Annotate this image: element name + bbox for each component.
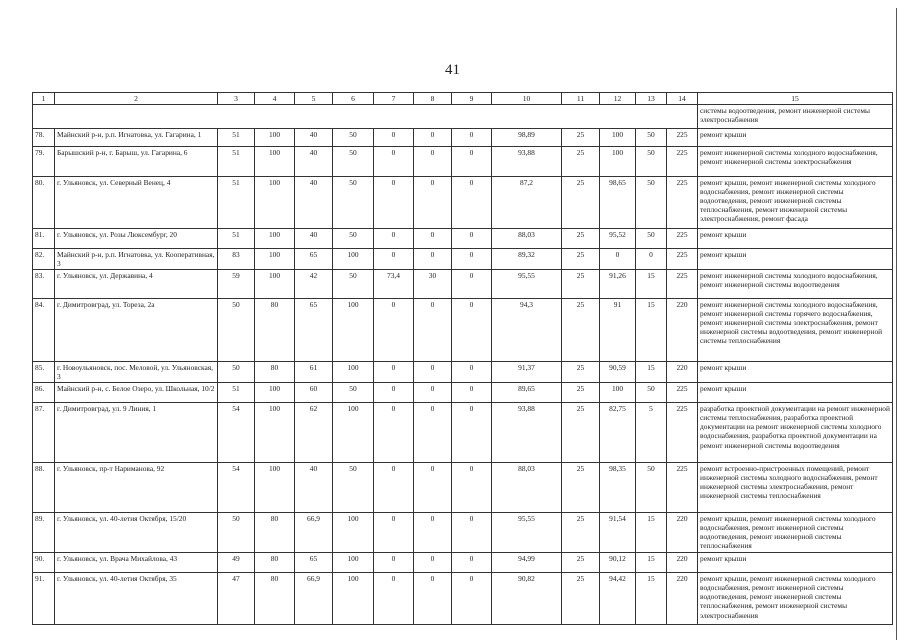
value-cell-c8: 0: [414, 553, 452, 573]
value-cell-c13: 0: [636, 249, 667, 270]
value-cell-c11: 25: [562, 129, 600, 147]
value-cell-c5: 40: [295, 463, 333, 513]
value-cell-c5: 42: [295, 270, 333, 299]
works-cell: ремонт встроенно-пристроенных помещений, ремонт инженерной системы холодного водоснабжения, ремонт инженерной системы электроснабжения, ремонт инженерной системы теплоснабжения: [698, 463, 893, 513]
row-index-cell: 81.: [33, 229, 55, 249]
value-cell-c11: 25: [562, 383, 600, 403]
header-col-6: 6: [333, 93, 374, 105]
value-cell-c8: 0: [414, 403, 452, 463]
value-cell-c5: 66,9: [295, 573, 333, 625]
value-cell-c12: 100: [600, 147, 636, 177]
works-cell: ремонт крыши, ремонт инженерной системы холодного водоснабжения, ремонт инженерной системы водоотведения, ремонт инженерной системы теплоснабжения: [698, 513, 893, 553]
value-cell-c13: 15: [636, 513, 667, 553]
repair-program-table: [32, 92, 893, 625]
address-cell: Майнский р-н, р.п. Игнатовка, ул. Гагарина, 1: [55, 129, 218, 147]
works-cell: ремонт крыши, ремонт инженерной системы холодного водоснабжения, ремонт инженерной системы водоотведения, ремонт инженерной системы теплоснабжения, ремонт инженерной системы электроснабжения, ремонт фасада: [698, 177, 893, 229]
value-cell-c9: 0: [452, 383, 492, 403]
value-cell-c7: 0: [374, 403, 414, 463]
value-cell-c14: 220: [667, 362, 698, 383]
value-cell-c3: 51: [218, 383, 255, 403]
value-cell-c9: 0: [452, 573, 492, 625]
table-row: [33, 553, 893, 573]
value-cell-c6: 100: [333, 299, 374, 362]
table-row: [33, 513, 893, 553]
value-cell-c7: 0: [374, 229, 414, 249]
page-number: 41: [445, 62, 460, 78]
value-cell-c9: 0: [452, 463, 492, 513]
value-cell-c13: 15: [636, 553, 667, 573]
value-cell-c11: 25: [562, 147, 600, 177]
row-index-cell: 86.: [33, 383, 55, 403]
value-cell-c6: 50: [333, 129, 374, 147]
value-cell-c6: 50: [333, 463, 374, 513]
value-cell-c5: 60: [295, 383, 333, 403]
value-cell-c14: 225: [667, 229, 698, 249]
value-cell-c8: 0: [414, 299, 452, 362]
value-cell-c5: 40: [295, 129, 333, 147]
value-cell-c13: 50: [636, 383, 667, 403]
table-row: [33, 573, 893, 625]
works-cell: ремонт крыши: [698, 129, 893, 147]
header-col-7: 7: [374, 93, 414, 105]
works-cell: ремонт инженерной системы холодного водоснабжения, ремонт инженерной системы водоотведения: [698, 270, 893, 299]
value-cell-c6: 100: [333, 513, 374, 553]
value-cell-c4: 100: [255, 463, 295, 513]
scan-edge-line: [896, 8, 897, 640]
header-col-5: 5: [295, 93, 333, 105]
value-cell-c6: 100: [333, 249, 374, 270]
address-cell: г. Ульяновск, ул. Северный Венец, 4: [55, 177, 218, 229]
value-cell-c8: 0: [414, 463, 452, 513]
address-cell: г. Ульяновск, ул. 40-летия Октября, 35: [55, 573, 218, 625]
value-cell-c6: 50: [333, 147, 374, 177]
value-cell-c13: 15: [636, 299, 667, 362]
value-cell-c7: 0: [374, 383, 414, 403]
value-cell-c4: 100: [255, 229, 295, 249]
row-index-cell: 78.: [33, 129, 55, 147]
value-cell-c10: 89,32: [492, 249, 562, 270]
value-cell-c9: 0: [452, 299, 492, 362]
value-cell-c8: 0: [414, 249, 452, 270]
value-cell-c5: 40: [295, 177, 333, 229]
address-cell: г. Ульяновск, ул. Врача Михайлова, 43: [55, 553, 218, 573]
value-cell-c14: 225: [667, 270, 698, 299]
row-index-cell: 80.: [33, 177, 55, 229]
row-index-cell: 83.: [33, 270, 55, 299]
works-cell: ремонт крыши: [698, 362, 893, 383]
address-cell: г. Ульяновск, пр-т Нариманова, 92: [55, 463, 218, 513]
value-cell-c13: 50: [636, 129, 667, 147]
value-cell-c8: 0: [414, 177, 452, 229]
value-cell-c6: 100: [333, 362, 374, 383]
works-cell: ремонт крыши: [698, 553, 893, 573]
value-cell-c4: 100: [255, 147, 295, 177]
value-cell-c12: 98,65: [600, 177, 636, 229]
value-cell-c8: 30: [414, 270, 452, 299]
value-cell-c14: 225: [667, 403, 698, 463]
works-cell: ремонт инженерной системы холодного водоснабжения, ремонт инженерной системы горячего водоснабжения, ремонт инженерной системы электроснабжения, ремонт инженерной системы водоотведения, ремонт инженерной системы теплоснабжения: [698, 299, 893, 362]
value-cell-c10: 95,55: [492, 270, 562, 299]
value-cell-c7: 0: [374, 249, 414, 270]
carry-over-empty-cell: [33, 105, 698, 129]
value-cell-c4: 80: [255, 553, 295, 573]
value-cell-c13: 50: [636, 229, 667, 249]
value-cell-c10: 90,82: [492, 573, 562, 625]
value-cell-c11: 25: [562, 573, 600, 625]
header-col-14: 14: [667, 93, 698, 105]
value-cell-c11: 25: [562, 403, 600, 463]
table-row: [33, 463, 893, 513]
table-row: [33, 299, 893, 362]
value-cell-c10: 98,89: [492, 129, 562, 147]
header-col-2: 2: [55, 93, 218, 105]
value-cell-c11: 25: [562, 229, 600, 249]
address-cell: г. Новоульяновск, пос. Меловой, ул. Ульяновская, 3: [55, 362, 218, 383]
value-cell-c7: 0: [374, 573, 414, 625]
value-cell-c13: 15: [636, 270, 667, 299]
value-cell-c7: 0: [374, 177, 414, 229]
table-row: [33, 403, 893, 463]
value-cell-c4: 100: [255, 270, 295, 299]
table-row: [33, 229, 893, 249]
value-cell-c9: 0: [452, 270, 492, 299]
value-cell-c11: 25: [562, 553, 600, 573]
value-cell-c14: 225: [667, 129, 698, 147]
value-cell-c9: 0: [452, 249, 492, 270]
value-cell-c12: 100: [600, 129, 636, 147]
value-cell-c9: 0: [452, 513, 492, 553]
value-cell-c8: 0: [414, 383, 452, 403]
value-cell-c10: 88,03: [492, 463, 562, 513]
works-cell: ремонт крыши: [698, 249, 893, 270]
value-cell-c12: 91,54: [600, 513, 636, 553]
row-index-cell: 89.: [33, 513, 55, 553]
address-cell: Барышский р-н, г. Барыш, ул. Гагарина, 6: [55, 147, 218, 177]
value-cell-c3: 50: [218, 299, 255, 362]
value-cell-c5: 40: [295, 147, 333, 177]
value-cell-c3: 51: [218, 147, 255, 177]
value-cell-c14: 225: [667, 383, 698, 403]
header-col-13: 13: [636, 93, 667, 105]
header-col-8: 8: [414, 93, 452, 105]
value-cell-c5: 65: [295, 553, 333, 573]
value-cell-c8: 0: [414, 129, 452, 147]
value-cell-c11: 25: [562, 299, 600, 362]
value-cell-c11: 25: [562, 270, 600, 299]
value-cell-c8: 0: [414, 229, 452, 249]
value-cell-c12: 94,42: [600, 573, 636, 625]
header-col-12: 12: [600, 93, 636, 105]
value-cell-c3: 50: [218, 513, 255, 553]
value-cell-c4: 100: [255, 383, 295, 403]
works-cell: ремонт инженерной системы холодного водоснабжения, ремонт инженерной системы электроснабжения: [698, 147, 893, 177]
value-cell-c5: 65: [295, 299, 333, 362]
value-cell-c14: 225: [667, 147, 698, 177]
value-cell-c4: 100: [255, 129, 295, 147]
value-cell-c13: 15: [636, 362, 667, 383]
works-cell: разработка проектной документации на ремонт инженерной системы теплоснабжения, разработка проектной документации на ремонт инженерной системы холодного водоснабжения, разработка проектной документации на ремонт инженерной системы водоотведения: [698, 403, 893, 463]
value-cell-c3: 51: [218, 129, 255, 147]
header-col-1: 1: [33, 93, 55, 105]
value-cell-c13: 50: [636, 463, 667, 513]
value-cell-c7: 0: [374, 129, 414, 147]
value-cell-c11: 25: [562, 177, 600, 229]
value-cell-c3: 49: [218, 553, 255, 573]
value-cell-c6: 50: [333, 229, 374, 249]
value-cell-c4: 100: [255, 249, 295, 270]
address-cell: г. Ульяновск, ул. Розы Люксембург, 20: [55, 229, 218, 249]
value-cell-c10: 94,3: [492, 299, 562, 362]
value-cell-c5: 62: [295, 403, 333, 463]
value-cell-c12: 100: [600, 383, 636, 403]
table-row: [33, 362, 893, 383]
works-cell: ремонт крыши: [698, 229, 893, 249]
row-index-cell: 91.: [33, 573, 55, 625]
table-row: [33, 177, 893, 229]
header-col-11: 11: [562, 93, 600, 105]
value-cell-c8: 0: [414, 362, 452, 383]
address-cell: г. Ульяновск, ул. Державина, 4: [55, 270, 218, 299]
value-cell-c3: 51: [218, 177, 255, 229]
value-cell-c8: 0: [414, 573, 452, 625]
value-cell-c3: 47: [218, 573, 255, 625]
value-cell-c6: 50: [333, 270, 374, 299]
value-cell-c4: 100: [255, 403, 295, 463]
value-cell-c8: 0: [414, 513, 452, 553]
value-cell-c6: 50: [333, 383, 374, 403]
value-cell-c14: 225: [667, 463, 698, 513]
value-cell-c14: 220: [667, 513, 698, 553]
value-cell-c10: 89,65: [492, 383, 562, 403]
value-cell-c10: 91,37: [492, 362, 562, 383]
works-cell: ремонт крыши, ремонт инженерной системы холодного водоснабжения, ремонт инженерной системы водоотведения, ремонт инженерной системы теплоснабжения, ремонт инженерной системы электроснабжения: [698, 573, 893, 625]
table-row: [33, 249, 893, 270]
value-cell-c3: 54: [218, 463, 255, 513]
value-cell-c9: 0: [452, 553, 492, 573]
value-cell-c12: 91,26: [600, 270, 636, 299]
value-cell-c12: 82,75: [600, 403, 636, 463]
address-cell: г. Ульяновск, ул. 40-летия Октября, 15/20: [55, 513, 218, 553]
table-row: [33, 129, 893, 147]
carry-over-works-cell: системы водоотведения, ремонт инженерной системы электроснабжения: [698, 105, 893, 129]
header-col-10: 10: [492, 93, 562, 105]
address-cell: г. Димитровград, ул. 9 Линия, 1: [55, 403, 218, 463]
value-cell-c9: 0: [452, 177, 492, 229]
value-cell-c7: 73,4: [374, 270, 414, 299]
row-index-cell: 90.: [33, 553, 55, 573]
value-cell-c12: 98,35: [600, 463, 636, 513]
value-cell-c3: 83: [218, 249, 255, 270]
value-cell-c14: 225: [667, 177, 698, 229]
table-row: [33, 270, 893, 299]
value-cell-c5: 40: [295, 229, 333, 249]
value-cell-c11: 25: [562, 362, 600, 383]
value-cell-c3: 54: [218, 403, 255, 463]
value-cell-c7: 0: [374, 362, 414, 383]
row-index-cell: 82.: [33, 249, 55, 270]
value-cell-c7: 0: [374, 553, 414, 573]
value-cell-c12: 90,59: [600, 362, 636, 383]
value-cell-c4: 80: [255, 573, 295, 625]
header-col-3: 3: [218, 93, 255, 105]
value-cell-c3: 59: [218, 270, 255, 299]
value-cell-c6: 100: [333, 403, 374, 463]
value-cell-c5: 65: [295, 249, 333, 270]
address-cell: Майнский р-н, с. Белое Озеро, ул. Школьная, 10/2: [55, 383, 218, 403]
value-cell-c11: 25: [562, 249, 600, 270]
value-cell-c10: 87,2: [492, 177, 562, 229]
row-index-cell: 85.: [33, 362, 55, 383]
address-cell: Майнский р-н, р.п. Игнатовка, ул. Кооперативная, 3: [55, 249, 218, 270]
value-cell-c7: 0: [374, 463, 414, 513]
value-cell-c9: 0: [452, 403, 492, 463]
value-cell-c11: 25: [562, 513, 600, 553]
value-cell-c8: 0: [414, 147, 452, 177]
table-row: [33, 383, 893, 403]
value-cell-c6: 50: [333, 177, 374, 229]
header-col-15: 15: [698, 93, 893, 105]
value-cell-c9: 0: [452, 129, 492, 147]
value-cell-c10: 88,03: [492, 229, 562, 249]
value-cell-c10: 95,55: [492, 513, 562, 553]
address-cell: г. Димитровград, ул. Тореза, 2а: [55, 299, 218, 362]
value-cell-c9: 0: [452, 362, 492, 383]
value-cell-c14: 220: [667, 299, 698, 362]
value-cell-c7: 0: [374, 513, 414, 553]
header-col-9: 9: [452, 93, 492, 105]
value-cell-c14: 225: [667, 249, 698, 270]
value-cell-c10: 93,88: [492, 147, 562, 177]
works-cell: ремонт крыши: [698, 383, 893, 403]
value-cell-c14: 220: [667, 553, 698, 573]
value-cell-c13: 50: [636, 177, 667, 229]
value-cell-c13: 15: [636, 573, 667, 625]
value-cell-c3: 50: [218, 362, 255, 383]
value-cell-c12: 95,52: [600, 229, 636, 249]
value-cell-c3: 51: [218, 229, 255, 249]
value-cell-c4: 80: [255, 299, 295, 362]
value-cell-c5: 66,9: [295, 513, 333, 553]
carry-over-row: [33, 105, 893, 129]
value-cell-c4: 80: [255, 362, 295, 383]
table-row: [33, 147, 893, 177]
header-col-4: 4: [255, 93, 295, 105]
header-row: [33, 93, 893, 105]
value-cell-c5: 61: [295, 362, 333, 383]
value-cell-c4: 80: [255, 513, 295, 553]
row-index-cell: 87.: [33, 403, 55, 463]
value-cell-c9: 0: [452, 147, 492, 177]
value-cell-c9: 0: [452, 229, 492, 249]
value-cell-c7: 0: [374, 147, 414, 177]
value-cell-c11: 25: [562, 463, 600, 513]
value-cell-c10: 94,99: [492, 553, 562, 573]
value-cell-c12: 90,12: [600, 553, 636, 573]
value-cell-c13: 50: [636, 147, 667, 177]
value-cell-c6: 100: [333, 573, 374, 625]
row-index-cell: 88.: [33, 463, 55, 513]
value-cell-c14: 220: [667, 573, 698, 625]
value-cell-c10: 93,88: [492, 403, 562, 463]
row-index-cell: 84.: [33, 299, 55, 362]
value-cell-c12: 0: [600, 249, 636, 270]
value-cell-c6: 100: [333, 553, 374, 573]
value-cell-c7: 0: [374, 299, 414, 362]
value-cell-c4: 100: [255, 177, 295, 229]
value-cell-c12: 91: [600, 299, 636, 362]
value-cell-c13: 5: [636, 403, 667, 463]
row-index-cell: 79.: [33, 147, 55, 177]
